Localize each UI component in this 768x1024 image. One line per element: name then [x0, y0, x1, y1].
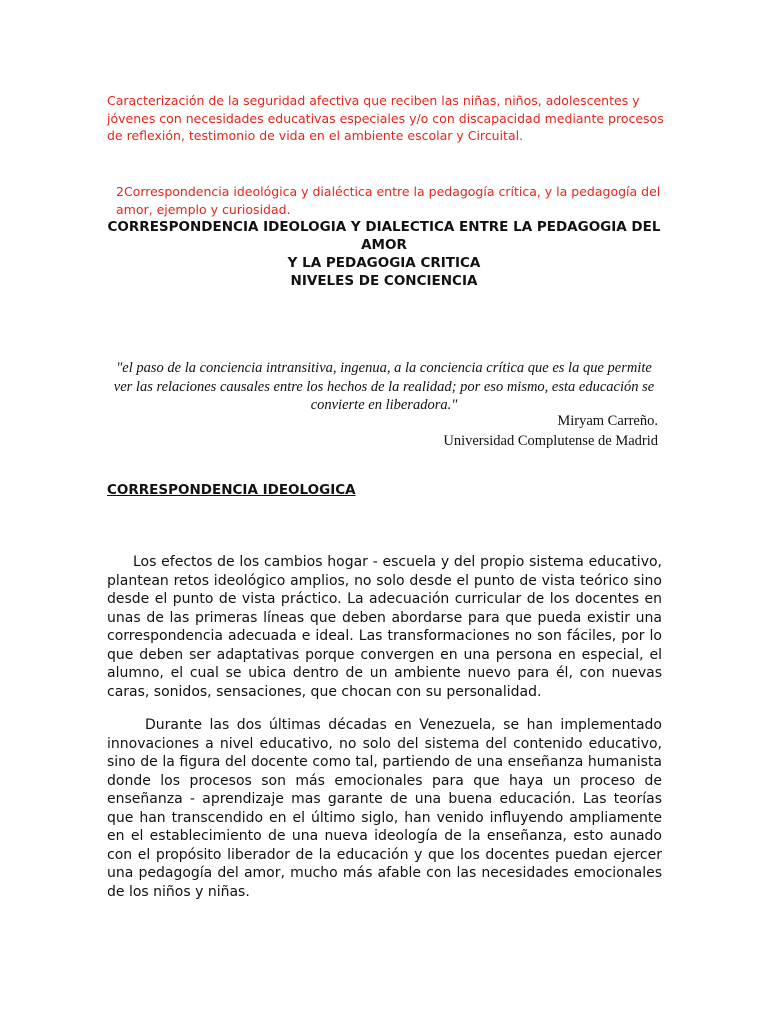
heading-line-2: Y LA PEDAGOGIA CRITICA [287, 255, 481, 271]
quote-attribution [443, 412, 658, 451]
heading-line-1: CORRESPONDENCIA IDEOLOGIA Y DIALECTICA ENTRE LA PEDAGOGIA DEL AMOR [107, 219, 661, 253]
quote-author: Miryam Carreño. [557, 413, 658, 429]
heading-line-3: NIVELES DE CONCIENCIA [290, 273, 478, 289]
red-note-caracterizacion: Caracterización de la seguridad afectiva que reciben las niñas, niños, adolescentes y jóvenes con necesidades educativas especiales y/o con discapacidad mediante procesos de reflexión, testimonio de vida en el ambiente escolar y Circuital. [107, 93, 664, 143]
section-title: CORRESPONDENCIA IDEOLOGICA [107, 482, 356, 498]
red-note-correspondencia: 2Correspondencia ideológica y dialéctica entre la pedagogía crítica, y la pedagogía del amor, ejemplo y curiosidad. [116, 184, 661, 217]
quote-institution: Universidad Complutense de Madrid [443, 432, 658, 449]
document-heading [100, 218, 668, 290]
epigraph-quote: "el paso de la conciencia intransitiva, ingenua, a la conciencia crítica que es la que permite ver las relaciones causales entre los hechos de la realidad; por eso mismo, esta educación se convierte en liberadora." [113, 360, 655, 413]
body-paragraph-1: Los efectos de los cambios hogar - escuela y del propio sistema educativo, plantean retos ideológico amplios, no solo desde el punto de vista teórico sino desde el punto de vista práctico. La adecuación curricular de los docentes en unas de las primeras líneas que deben abordarse para que pueda existir una correspondencia adecuada e ideal. Las transformaciones no son fáciles, por lo que deben ser adaptativas porque convergen en una persona en especial, el alumno, el cual se ubica dentro de un ambiente nuevo para él, con nuevas caras, sonidos, sensaciones, que chocan con su personalidad. [107, 554, 662, 700]
body-paragraph-2: Durante las dos últimas décadas en Venezuela, se han implementado innovaciones a nivel educativo, no solo del sistema del contenido educativo, sino de la figura del docente como tal, partiendo de una enseñanza humanista donde los procesos son más emocionales para que haya un proceso de enseñanza - aprendizaje mas garante de una buena educación. Las teorías que han transcendido en el último siglo, han venido influyendo ampliamente en el establecimiento de una nueva ideología de la enseñanza, esto aunado con el propósito liberador de la educación y que los docentes puedan ejercer una pedagogía del amor, mucho más afable con las necesidades emocionales de los niños y niñas. [107, 717, 662, 900]
